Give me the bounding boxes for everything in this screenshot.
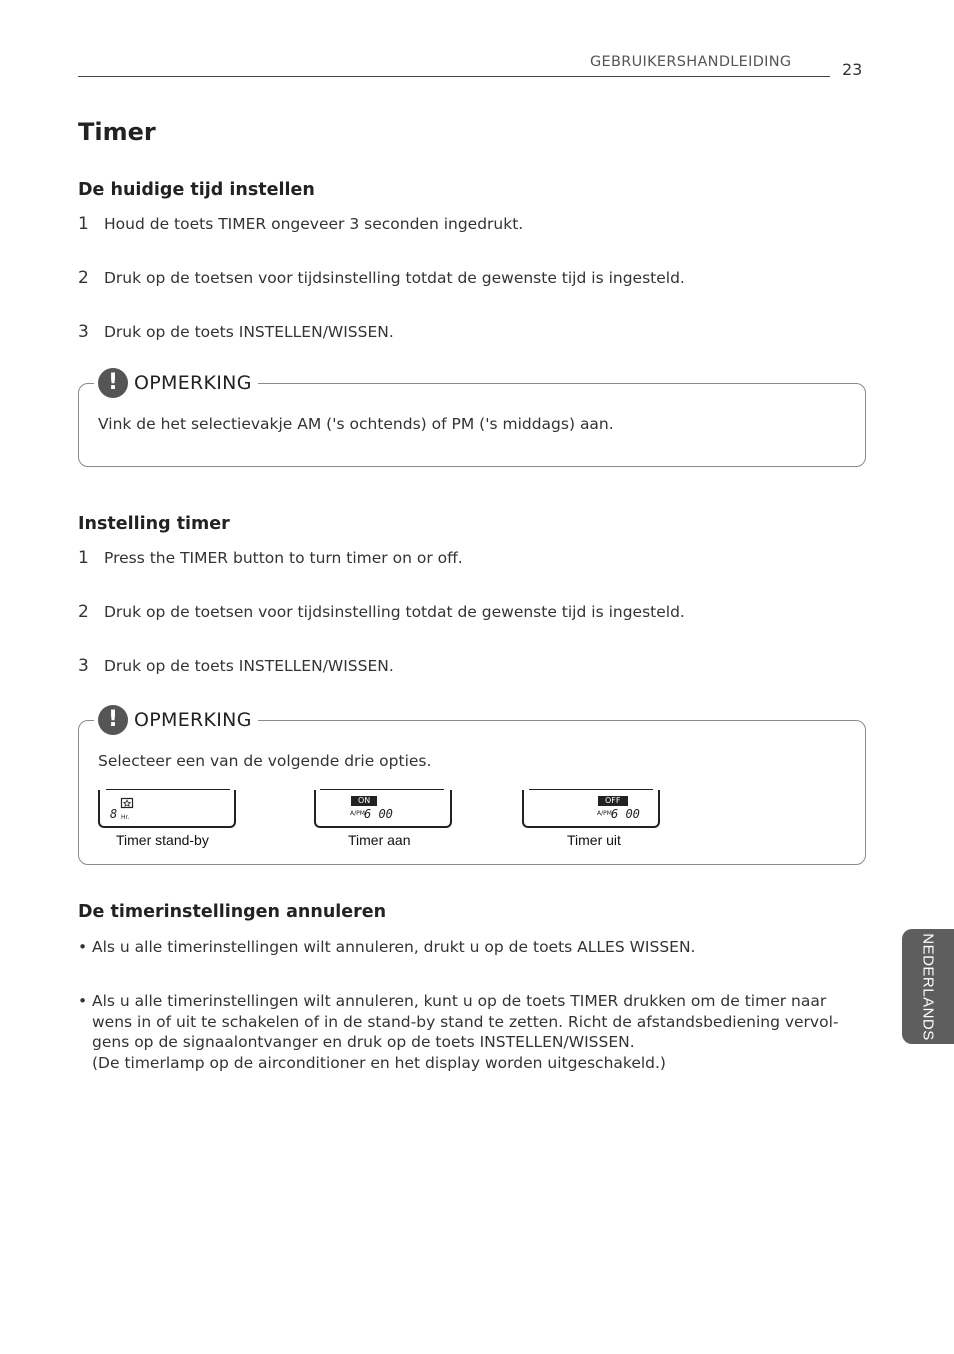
- lcd-display-standby: [98, 790, 236, 828]
- note-header: [94, 368, 258, 398]
- on-badge: ON: [351, 796, 377, 806]
- step-text: Houd de toets TIMER ongeveer 3 seconden ingedrukt.: [104, 215, 524, 233]
- language-side-tab: [902, 929, 954, 1044]
- section-heading-current-time: De huidige tijd instellen: [78, 180, 315, 200]
- step-text: Press the TIMER button to turn timer on or off.: [104, 549, 463, 567]
- lcd-digits: 6 00: [611, 807, 640, 821]
- page-number: 23: [842, 60, 863, 79]
- note-header: [94, 705, 258, 735]
- step-number: 1: [78, 214, 89, 234]
- bullet-line: Als u alle timerinstellingen wilt annuleren, kunt u op de toets TIMER drukken om de timer naar: [92, 992, 827, 1010]
- exclamation-icon: !: [98, 368, 128, 398]
- bullet-item: [92, 937, 872, 958]
- display-caption: Timer uit: [567, 832, 621, 848]
- lcd-ampm: A/PM: [597, 810, 612, 817]
- lcd-unit: Hr.: [121, 814, 130, 821]
- section-heading-timer-setting: Instelling timer: [78, 514, 230, 534]
- step-text: Druk op de toets INSTELLEN/WISSEN.: [104, 323, 394, 341]
- timer-standby-icon: [120, 794, 134, 813]
- note-text: Vink de het selectievakje AM ('s ochtends) of PM ('s middags) aan.: [98, 415, 614, 433]
- note-label: OPMERKING: [134, 709, 252, 731]
- side-tab-label: NEDERLANDS: [919, 932, 937, 1041]
- step-number: 2: [78, 268, 89, 288]
- note-text: Selecteer een van de volgende drie opties.: [98, 752, 432, 770]
- display-caption: Timer aan: [348, 832, 411, 848]
- bullet-marker: •: [78, 938, 88, 956]
- bullet-line: Als u alle timerinstellingen wilt annuleren, drukt u op de toets ALLES WISSEN.: [92, 938, 696, 956]
- step-number: 2: [78, 602, 89, 622]
- lcd-digits: 8: [110, 807, 118, 821]
- step-text: Druk op de toetsen voor tijdsinstelling totdat de gewenste tijd is ingesteld.: [104, 269, 685, 287]
- step-number: 3: [78, 656, 89, 676]
- off-badge: OFF: [598, 796, 628, 806]
- bullet-item: [92, 991, 882, 1073]
- exclamation-icon: !: [98, 705, 128, 735]
- header-title: GEBRUIKERSHANDLEIDING: [590, 54, 792, 70]
- bullet-line: wens in of uit te schakelen of in de stand-by stand te zetten. Richt de afstandsbediening vervol-: [92, 1012, 839, 1031]
- display-caption: Timer stand-by: [116, 832, 209, 848]
- bullet-marker: •: [78, 992, 88, 1010]
- section-heading-cancel-timer: De timerinstellingen annuleren: [78, 902, 387, 922]
- lcd-ampm: A/PM: [350, 810, 365, 817]
- page-title: Timer: [78, 118, 156, 146]
- step-number: 3: [78, 322, 89, 342]
- note-label: OPMERKING: [134, 372, 252, 394]
- lcd-digits: 6 00: [364, 807, 393, 821]
- bullet-line: (De timerlamp op de airconditioner en het display worden uitgeschakeld.): [92, 1053, 666, 1072]
- bullet-line: gens op de signaalontvanger en druk op de toets INSTELLEN/WISSEN.: [92, 1033, 635, 1051]
- step-number: 1: [78, 548, 89, 568]
- step-text: Druk op de toets INSTELLEN/WISSEN.: [104, 657, 394, 675]
- header-rule: [78, 76, 830, 77]
- step-text: Druk op de toetsen voor tijdsinstelling totdat de gewenste tijd is ingesteld.: [104, 603, 685, 621]
